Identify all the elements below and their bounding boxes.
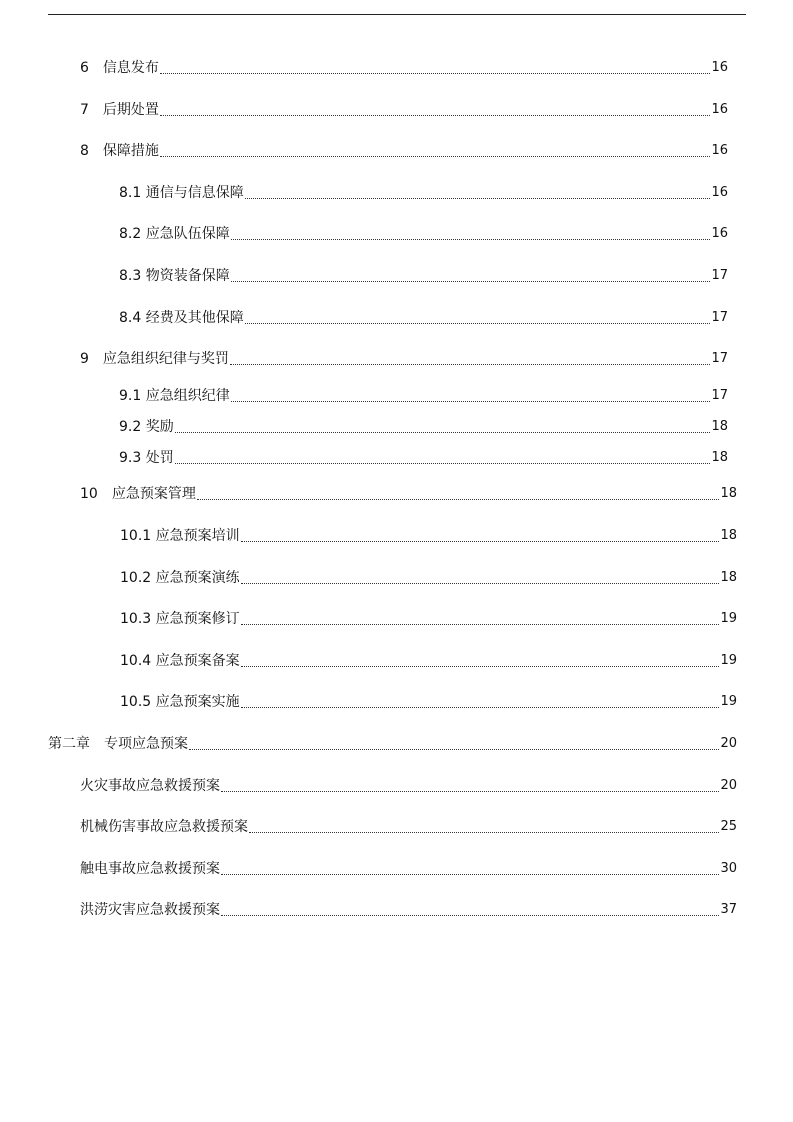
toc-leader-dots — [241, 707, 720, 708]
toc-leader-dots — [221, 874, 719, 875]
toc-entry-label: 8.1 通信与信息保障 — [119, 185, 244, 201]
toc-leader-dots — [221, 791, 719, 792]
toc-entry-mechanical-injury-plan[interactable] — [80, 817, 737, 837]
toc-entry-9-3[interactable] — [119, 448, 728, 468]
toc-page-number: 18 — [720, 570, 737, 585]
toc-entry-10-3[interactable] — [120, 609, 737, 629]
toc-page-number: 17 — [711, 310, 728, 325]
toc-leader-dots — [249, 832, 719, 833]
toc-entry-label: 9 应急组织纪律与奖罚 — [80, 351, 229, 367]
toc-entry-8[interactable] — [80, 141, 728, 161]
toc-entry-8-2[interactable] — [119, 224, 728, 244]
toc-entry-flood-plan[interactable] — [80, 900, 737, 920]
toc-page-number: 16 — [711, 226, 728, 241]
toc-entry-9-1[interactable] — [119, 386, 728, 406]
toc-leader-dots — [160, 115, 711, 116]
toc-leader-dots — [241, 624, 720, 625]
toc-entry-label: 10.5 应急预案实施 — [120, 694, 240, 710]
toc-leader-dots — [175, 463, 711, 464]
toc-entry-10-4[interactable] — [120, 651, 737, 671]
toc-page-number: 18 — [720, 528, 737, 543]
toc-entry-label: 机械伤害事故应急救援预案 — [80, 819, 248, 835]
toc-entry-label: 8.2 应急队伍保障 — [119, 226, 230, 242]
toc-entry-label: 9.1 应急组织纪律 — [119, 388, 230, 404]
toc-page-number: 20 — [720, 736, 737, 751]
toc-entry-10-2[interactable] — [120, 568, 737, 588]
toc-page-number: 17 — [711, 351, 728, 366]
toc-page-number: 18 — [711, 450, 728, 465]
toc-entry-10[interactable] — [80, 484, 737, 504]
toc-leader-dots — [197, 499, 720, 500]
toc-entry-chapter-2[interactable] — [48, 734, 737, 754]
toc-entry-7[interactable] — [80, 100, 728, 120]
toc-entry-9[interactable] — [80, 349, 728, 369]
toc-leader-dots — [241, 666, 720, 667]
toc-entry-label: 洪涝灾害应急救援预案 — [80, 902, 220, 918]
header-rule — [48, 14, 746, 15]
toc-leader-dots — [231, 401, 711, 402]
toc-entry-label: 9.3 处罚 — [119, 450, 174, 466]
toc-entry-label: 9.2 奖励 — [119, 419, 174, 435]
toc-entry-8-1[interactable] — [119, 183, 728, 203]
toc-page-number: 19 — [720, 611, 737, 626]
toc-entry-label: 触电事故应急救援预案 — [80, 861, 220, 877]
toc-entry-fire-plan[interactable] — [80, 776, 737, 796]
toc-entry-label: 10 应急预案管理 — [80, 486, 196, 502]
toc-page-number: 18 — [711, 419, 728, 434]
toc-entry-label: 8.3 物资装备保障 — [119, 268, 230, 284]
toc-page-number: 25 — [720, 819, 737, 834]
toc-leader-dots — [160, 73, 711, 74]
toc-entry-label: 10.4 应急预案备案 — [120, 653, 240, 669]
toc-leader-dots — [245, 198, 711, 199]
toc-page-number: 17 — [711, 268, 728, 283]
toc-entry-9-2[interactable] — [119, 417, 728, 437]
toc-leader-dots — [189, 749, 719, 750]
toc-entry-electric-shock-plan[interactable] — [80, 859, 737, 879]
toc-entry-label: 7 后期处置 — [80, 102, 159, 118]
toc-page-number: 16 — [711, 102, 728, 117]
toc-page-number: 20 — [720, 778, 737, 793]
toc-page-number: 16 — [711, 60, 728, 75]
toc-leader-dots — [175, 432, 711, 433]
toc-entry-label: 10.3 应急预案修订 — [120, 611, 240, 627]
toc-entry-8-3[interactable] — [119, 266, 728, 286]
toc-leader-dots — [241, 541, 720, 542]
toc-page-number: 18 — [720, 486, 737, 501]
toc-page-number: 16 — [711, 185, 728, 200]
toc-entry-label: 6 信息发布 — [80, 60, 159, 76]
toc-entry-10-5[interactable] — [120, 692, 737, 712]
toc-page-number: 16 — [711, 143, 728, 158]
toc-leader-dots — [160, 156, 711, 157]
toc-entry-6[interactable] — [80, 58, 728, 78]
toc-leader-dots — [231, 281, 711, 282]
toc-entry-label: 第二章 专项应急预案 — [48, 736, 188, 752]
toc-page-number: 30 — [720, 861, 737, 876]
toc-entry-label: 火灾事故应急救援预案 — [80, 778, 220, 794]
toc-entry-label: 10.1 应急预案培训 — [120, 528, 240, 544]
toc-leader-dots — [230, 364, 711, 365]
toc-page-number: 17 — [711, 388, 728, 403]
toc-entry-8-4[interactable] — [119, 308, 728, 328]
toc-page-number: 19 — [720, 653, 737, 668]
toc-leader-dots — [245, 323, 711, 324]
toc-entry-label: 8.4 经费及其他保障 — [119, 310, 244, 326]
toc-page-number: 37 — [720, 902, 737, 917]
toc-entry-label: 10.2 应急预案演练 — [120, 570, 240, 586]
toc-entry-label: 8 保障措施 — [80, 143, 159, 159]
toc-entry-10-1[interactable] — [120, 526, 737, 546]
toc-leader-dots — [221, 915, 719, 916]
toc-page-number: 19 — [720, 694, 737, 709]
toc-leader-dots — [241, 583, 720, 584]
toc-leader-dots — [231, 239, 711, 240]
